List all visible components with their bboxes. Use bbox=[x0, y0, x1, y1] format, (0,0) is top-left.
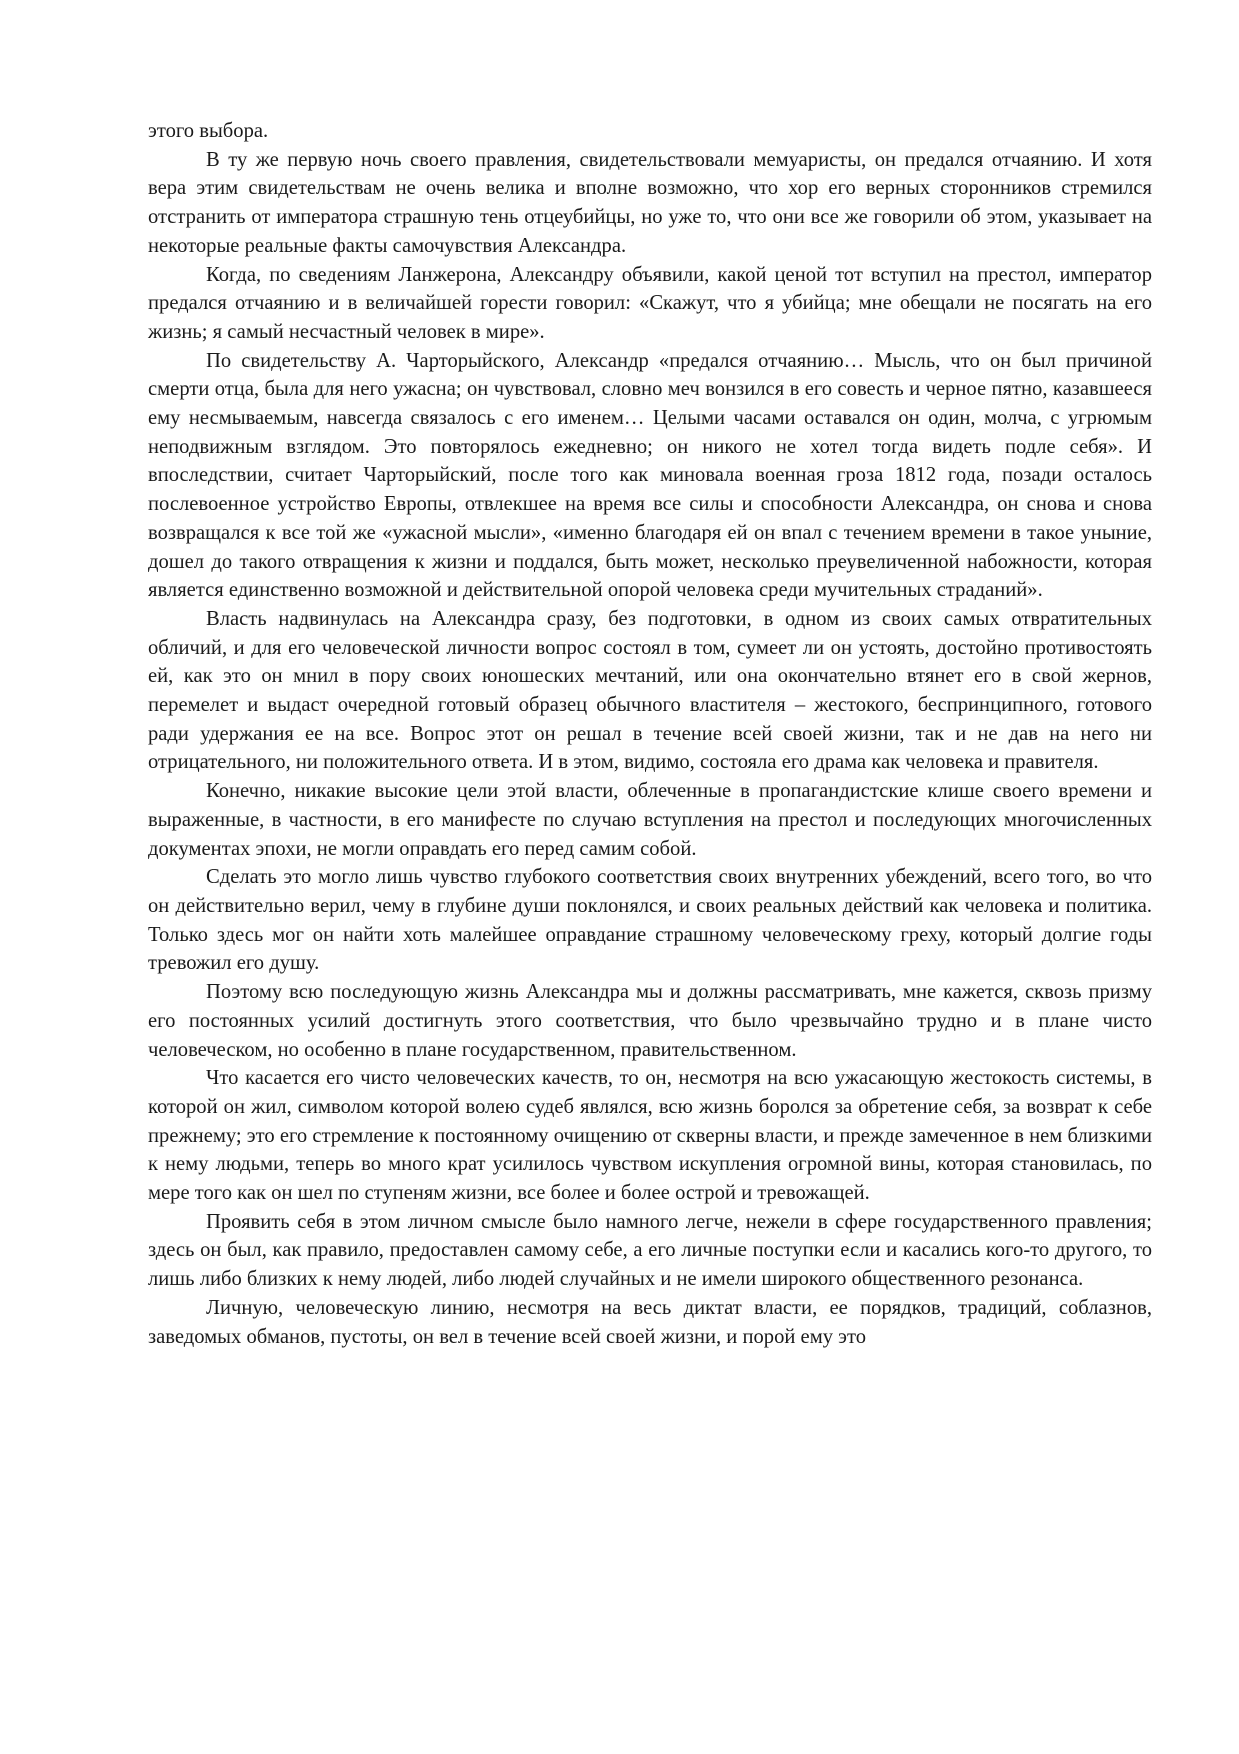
paragraph-10: Проявить себя в этом личном смысле было намного легче, нежели в сфере государственного правления; здесь он был, как правило, предоставлен самому себе, а его личные поступки если и касались кого-то другого, то лишь либо близких к нему людей, либо людей случайных и не имели широкого общественного резонанса. bbox=[148, 1210, 1152, 1291]
paragraph-5: Власть надвинулась на Александра сразу, без подготовки, в одном из своих самых отвратительных обличий, и для его человеческой личности вопрос состоял в том, сумеет ли он устоять, достойно противостоять ей, как это он мнил в пору своих юношеских мечтаний, или она окончательно втянет его в свой жернов, перемелет и выдаст очередной готовый образец обычного властителя – жестокого, беспринципного, готового ради удержания ее на все. Вопрос этот он решал в течение всей своей жизни, так и не дав на него ни отрицательного, ни положительного ответа. И в этом, видимо, состояла его драма как человека и правителя. bbox=[148, 607, 1152, 774]
paragraph-7: Сделать это могло лишь чувство глубокого соответствия своих внутренних убеждений, всего того, во что он действительно верил, чему в глубине души поклонялся, и своих реальных действий как человека и политика. Только здесь мог он найти хоть малейшее оправдание страшному человеческому греху, который долгие годы тревожил его душу. bbox=[148, 866, 1152, 975]
paragraph-3: Когда, по сведениям Ланжерона, Александру объявили, какой ценой тот вступил на престол, император предался отчаянию и в величайшей горести говорил: «Скажут, что я убийца; мне обещали не посягать на его жизнь; я самый несчастный человек в мире». bbox=[148, 263, 1152, 343]
paragraph-4: По свидетельству А. Чарторыйского, Александр «предался отчаянию… Мысль, что он был причиной смерти отца, была для него ужасна; он чувствовал, словно меч вонзился в его совесть и черное пятно, казавшееся ему несмываемым, навсегда связалось с его именем… Целыми часами оставался он один, молча, с угрюмым неподвижным взглядом. Это повторялось ежедневно; он никого не хотел тогда видеть подле себя». И впоследствии, считает Чарторыйский, после того как миновала военная гроза 1812 года, позади осталось послевоенное устройство Европы, отвлекшее на время все силы и способности Александра, он снова и снова возвращался к все той же «ужасной мысли», «именно благодаря ей он впал с течением времени в такое уныние, дошел до такого отвращения к жизни и поддался, быть может, несколько преувеличенной набожности, которая является единственно возможной и действительной опорой человека среди мучительных страданий». bbox=[148, 349, 1152, 602]
paragraph-2: В ту же первую ночь своего правления, свидетельствовали мемуаристы, он предался отчаянию. И хотя вера этим свидетельствам не очень велика и вполне возможно, что хор его верных сторонников стремился отстранить от императора страшную тень отцеубийцы, но уже то, что они все же говорили об этом, указывает на некоторые реальные факты самочувствия Александра. bbox=[148, 148, 1152, 257]
document-page bbox=[148, 117, 1152, 1351]
paragraph-6: Конечно, никакие высокие цели этой власти, облеченные в пропагандистские клише своего времени и выраженные, в частности, в его манифесте по случаю вступления на престол и последующих многочисленных документах эпохи, не могли оправдать его перед самим собой. bbox=[148, 780, 1152, 860]
paragraph-8: Поэтому всю последующую жизнь Александра мы и должны рассматривать, мне кажется, сквозь призму его постоянных усилий достигнуть этого соответствия, что было чрезвычайно трудно и в плане чисто человеческом, но особенно в плане государственном, правительственном. bbox=[148, 981, 1152, 1061]
paragraph-1: этого выбора. bbox=[148, 120, 269, 142]
paragraph-9: Что касается его чисто человеческих качеств, то он, несмотря на всю ужасающую жестокость системы, в которой он жил, символом которой волею судеб являлся, всю жизнь боролся за обретение себя, за возврат к себе прежнему; это его стремление к постоянному очищению от скверны власти, и прежде замеченное в нем близкими к нему людьми, теперь во много крат усилилось чувством искупления огромной вины, которая становилась, по мере того как он шел по ступеням жизни, все более и более острой и тревожащей. bbox=[148, 1067, 1152, 1205]
paragraph-11: Личную, человеческую линию, несмотря на весь диктат власти, ее порядков, традиций, соблазнов, заведомых обманов, пустоты, он вел в течение всей своей жизни, и порой ему это bbox=[148, 1296, 1152, 1348]
